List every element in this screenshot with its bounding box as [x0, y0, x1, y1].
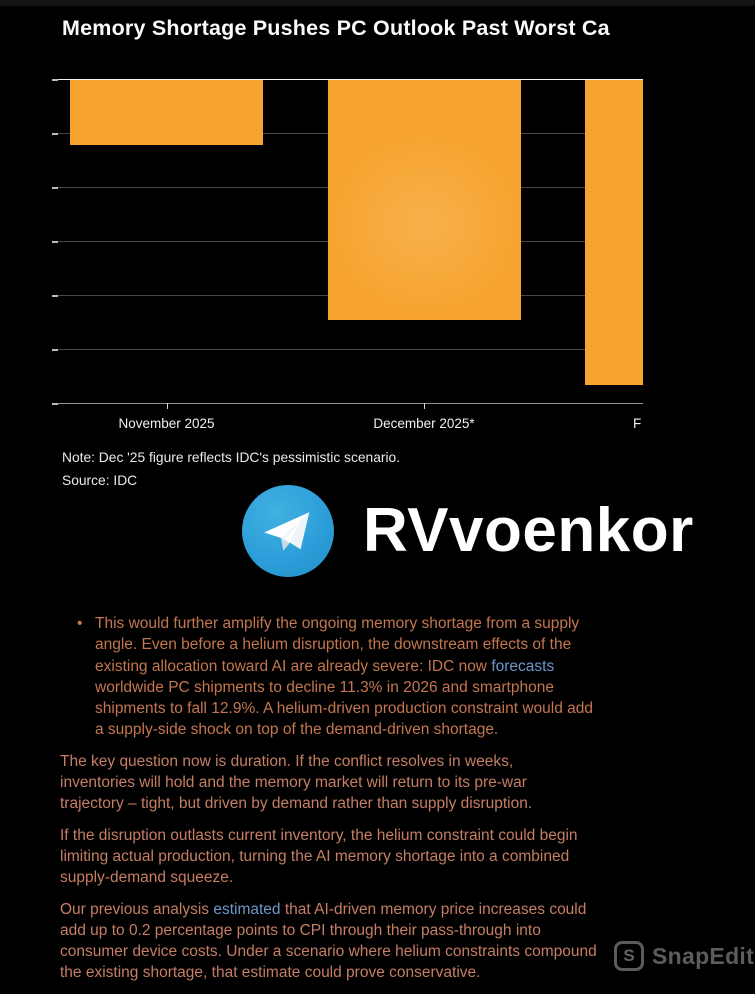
y-axis-tick [52, 133, 58, 135]
chart-source: Source: IDC [62, 473, 138, 488]
y-axis-tick [52, 187, 58, 189]
y-axis-tick [52, 295, 58, 297]
text-line [95, 677, 710, 698]
text-segment: The key question now is duration. If the conflict resolves in weeks, [60, 752, 514, 770]
text-segment: limiting actual production, turning the AI memory shortage into a combined [60, 847, 570, 865]
gridline [58, 403, 643, 404]
text-segment: supply-demand squeeze. [60, 869, 234, 887]
text-segment: that AI-driven memory price increases could [280, 900, 587, 918]
telegram-plane-icon [242, 485, 334, 577]
text-segment: inventories will hold and the memory market will return to its pre-war [60, 774, 527, 792]
x-axis-tick [424, 403, 425, 409]
bar [70, 80, 263, 145]
paragraph [60, 613, 710, 741]
bar-chart [0, 60, 643, 445]
bar [585, 80, 643, 385]
x-axis-label: December 2025* [373, 416, 475, 431]
text-line [60, 867, 710, 888]
y-axis-tick [52, 403, 58, 405]
inline-link[interactable]: estimated [213, 900, 281, 918]
text-line [60, 751, 710, 772]
text-line [60, 920, 710, 941]
text-segment: If the disruption outlasts current inventory, the helium constraint could begin [60, 826, 578, 844]
text-segment: existing allocation toward AI are already severe: IDC now [95, 657, 492, 675]
bar [328, 80, 521, 320]
text-segment: This would further amplify the ongoing memory shortage from a supply [95, 615, 580, 632]
text-line [60, 825, 710, 846]
x-axis-label: F [633, 416, 642, 431]
y-axis-tick [52, 241, 58, 243]
text-line [60, 899, 710, 920]
text-line [60, 793, 710, 814]
text-segment: shipments to fall 12.9%. A helium-driven production constraint would add [95, 700, 594, 718]
text-line [60, 962, 710, 983]
text-segment: a supply-side shock on top of the demand-driven shortage. [95, 721, 499, 739]
text-line [95, 613, 710, 634]
y-axis-tick [52, 349, 58, 351]
paragraph [60, 825, 710, 889]
text-line [60, 846, 710, 867]
text-segment: consumer device costs. Under a scenario where helium constraints compound [60, 943, 597, 961]
text-segment: Our previous analysis [60, 900, 214, 918]
channel-name: RVvoenkor [363, 496, 694, 565]
article-text [60, 613, 710, 994]
y-axis-tick [52, 79, 58, 81]
text-segment: the existing shortage, that estimate could prove conservative. [60, 964, 481, 982]
x-axis-label: November 2025 [118, 416, 215, 431]
chart-title: Memory Shortage Pushes PC Outlook Past Worst Ca [62, 16, 610, 40]
chart-note: Note: Dec '25 figure reflects IDC's pessimistic scenario. [62, 450, 401, 465]
paragraph [60, 899, 710, 984]
text-line [60, 772, 710, 793]
text-line [95, 719, 710, 740]
snapedit-label: SnapEdit [652, 942, 755, 969]
telegram-watermark [242, 485, 694, 577]
text-segment: add up to 0.2 percentage points to CPI through their pass-through into [60, 921, 541, 939]
text-segment: angle. Even before a helium disruption, the downstream effects of the [95, 636, 572, 654]
inline-link[interactable]: forecasts [491, 657, 555, 675]
snapedit-icon-letter: S [623, 946, 635, 965]
text-segment: trajectory – tight, but driven by demand rather than supply disruption. [60, 795, 533, 813]
text-line [95, 698, 710, 719]
text-line [60, 941, 710, 962]
text-line [95, 656, 710, 677]
text-line [95, 634, 710, 655]
bullet-dot: • [77, 615, 83, 632]
gridline [58, 349, 643, 350]
text-segment: worldwide PC shipments to decline 11.3% in 2026 and smartphone [95, 678, 554, 696]
x-axis-tick [167, 403, 168, 409]
paragraph [60, 751, 710, 815]
top-edge-shadow [0, 0, 755, 6]
